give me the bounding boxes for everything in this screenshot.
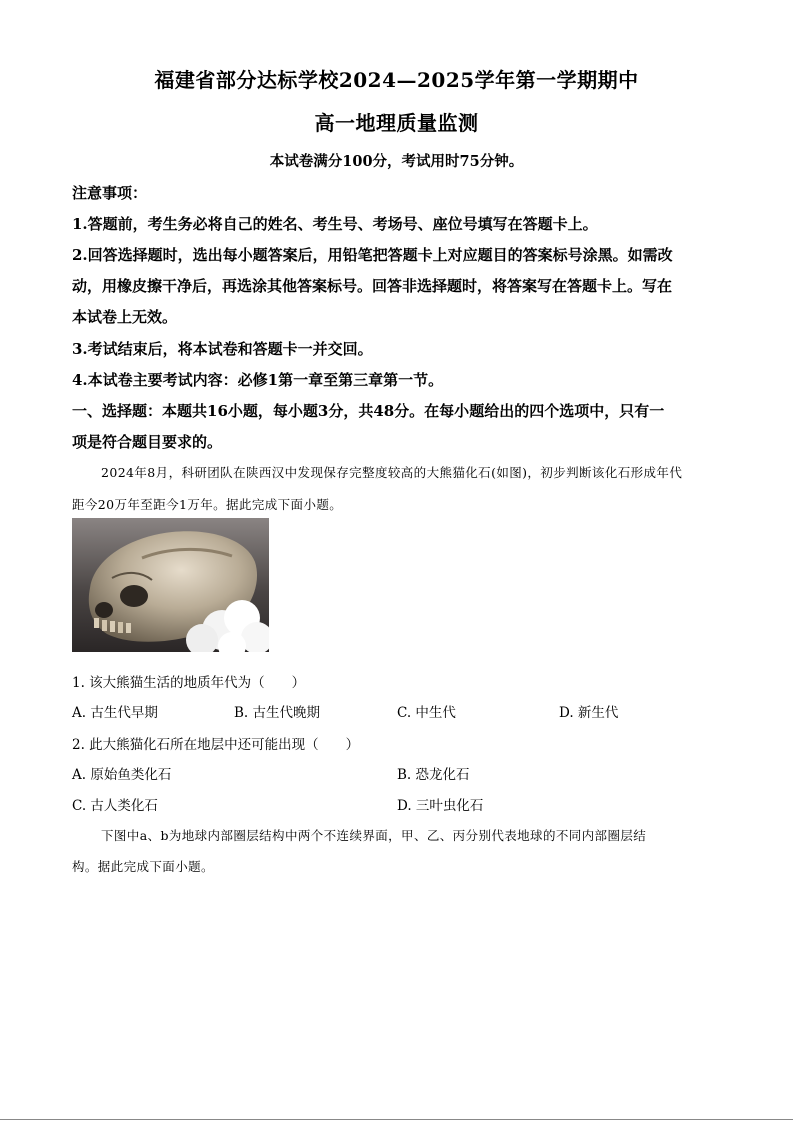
question-2-option-a: A. 原始鱼类化石 — [72, 767, 172, 783]
question-2-option-c: C. 古人类化石 — [72, 798, 158, 814]
material2-line2: 构。据此完成下面小题。 — [72, 859, 214, 874]
material2-line1: 下图中a、b为地球内部圈层结构中两个不连续界面，甲、乙、丙分别代表地球的不同内部圈层结 — [101, 828, 647, 843]
notice-item-2-line3: 本试卷上无效。 — [72, 308, 178, 326]
section-heading-line2: 项是符合题目要求的。 — [72, 433, 223, 451]
notice-heading: 注意事项： — [72, 184, 148, 202]
question-2-option-d: D. 三叶虫化石 — [397, 798, 484, 814]
notice-item-4: 4.本试卷主要考试内容：必修1第一章至第三章第一节。 — [72, 371, 444, 389]
question-2-stem: 2. 此大熊猫化石所在地层中还可能出现（ ） — [72, 737, 360, 753]
question-1-option-b: B. 古生代晚期 — [234, 705, 321, 721]
question-2-option-b: B. 恐龙化石 — [397, 767, 470, 783]
panda-fossil-image — [72, 518, 269, 652]
exam-title-line2: 高一地理质量监测 — [314, 111, 479, 135]
question-1-stem: 1. 该大熊猫生活的地质年代为（ ） — [72, 675, 306, 691]
material1-line1: 2024年8月，科研团队在陕西汉中发现保存完整度较高的大熊猫化石(如图)，初步判断该化石形成年代 — [101, 465, 683, 480]
question-1-option-d: D. 新生代 — [559, 705, 619, 721]
page-bottom-divider — [0, 1119, 793, 1120]
notice-item-2-line2: 动，用橡皮擦干净后，再选涂其他答案标号。回答非选择题时，将答案写在答题卡上。写在 — [72, 277, 673, 295]
material1-line2: 距今20万年至距今1万年。据此完成下面小题。 — [72, 497, 343, 512]
score-note: 本试卷满分100分，考试用时75分钟。 — [269, 153, 524, 170]
section-heading-line1: 一、选择题：本题共16小题，每小题3分，共48分。在每小题给出的四个选项中，只有一 — [72, 402, 665, 420]
fossil-skull-illustration — [72, 518, 269, 652]
notice-item-3: 3.考试结束后，将本试卷和答题卡一并交回。 — [72, 340, 373, 358]
notice-item-2-line1: 2.回答选择题时，选出每小题答案后，用铅笔把答题卡上对应题目的答案标号涂黑。如需改 — [72, 246, 673, 264]
exam-title-line1: 福建省部分达标学校2024—2025学年第一学期期中 — [154, 68, 639, 92]
question-1-option-a: A. 古生代早期 — [72, 705, 158, 721]
notice-item-1: 1.答题前，考生务必将自己的姓名、考生号、考场号、座位号填写在答题卡上。 — [72, 215, 598, 233]
question-1-option-c: C. 中生代 — [397, 705, 456, 721]
